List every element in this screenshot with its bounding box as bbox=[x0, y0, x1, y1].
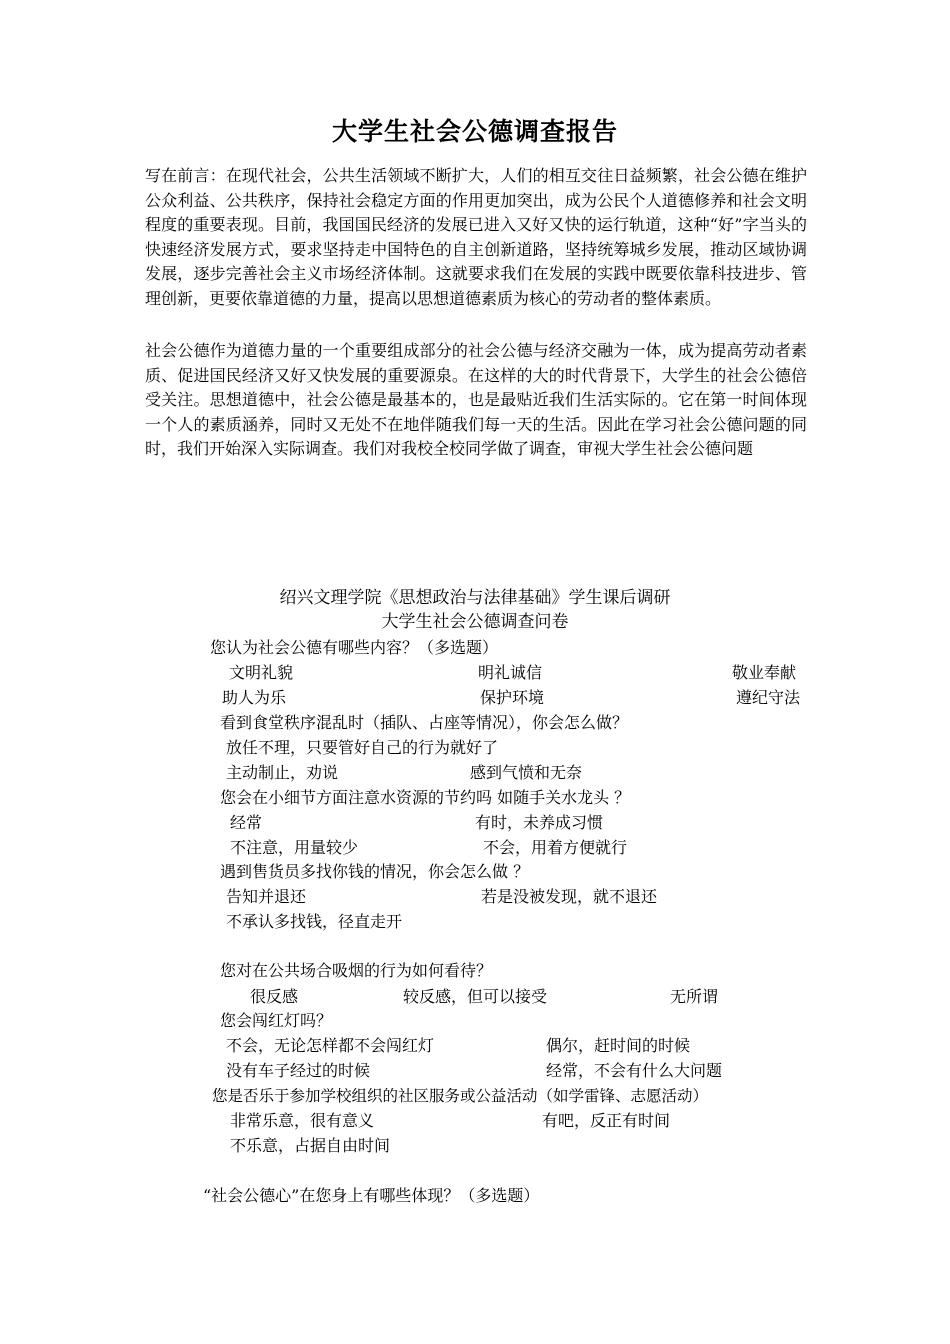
survey-heading: 绍兴文理学院《思想政治与法律基础》学生课后调研 bbox=[279, 588, 671, 608]
question-5: 您对在公共场合吸烟的行为如何看待？ bbox=[220, 961, 493, 980]
q7-option-1: 非常乐意，很有意义 bbox=[230, 1111, 375, 1130]
question-7: 您是否乐于参加学校组织的社区服务或公益活动（如学雷锋、志愿活动） bbox=[212, 1087, 709, 1105]
q6-option-1: 不会，无论怎样都不会闯红灯 bbox=[226, 1036, 435, 1055]
intro-paragraph-1: 写在前言：在现代社会，公共生活领域不断扩大，人们的相互交往日益频繁，社会公德在维护公众利益、公共秩序，保持社会稳定方面的作用更加突出，成为公民个人道德修养和社会文明程度的重要表现。目前，我国国民经济的发展已进入又好又快的运行轨道，这种“好”字当头的快速经济发展方式，要求坚持走中国特色的自主创新道路，坚持统筹城乡发展，推动区域协调发展，逐步完善社会主义市场经济体制。这就要求我们在发展的实践中既要依靠科技进步、管理创新，更要依靠道德的力量，提高以思想道德素质为核心的劳动者的整体素质。 bbox=[145, 166, 807, 308]
q4-option-2: 若是没被发现，就不退还 bbox=[481, 887, 658, 906]
q5-option-1: 很反感 bbox=[250, 987, 299, 1006]
question-4: 遇到售货员多找你钱的情况，你会怎么做 ？ bbox=[220, 862, 530, 881]
question-3: 您会在小细节方面注意水资源的节约吗 如随手关水龙头 ？ bbox=[220, 788, 631, 807]
question-6: 您会闯红灯吗？ bbox=[220, 1011, 333, 1030]
q1-option-4: 助人为乐 bbox=[222, 688, 287, 707]
q3-option-2: 有时，未养成习惯 bbox=[475, 813, 604, 832]
q4-option-3: 不承认多找钱，径直走开 bbox=[226, 912, 403, 931]
q6-option-4: 经常，不会有什么大问题 bbox=[546, 1061, 723, 1080]
question-1: 您认为社会公德有哪些内容？（多选题） bbox=[210, 638, 499, 657]
q1-option-3: 敬业奉献 bbox=[732, 663, 797, 682]
q1-option-1: 文明礼貌 bbox=[229, 663, 294, 682]
q2-option-2: 主动制止，劝说 bbox=[226, 763, 339, 782]
q1-option-2: 明礼诚信 bbox=[478, 663, 543, 682]
survey-title: 大学生社会公德调查问卷 bbox=[381, 612, 569, 632]
q4-option-1: 告知并退还 bbox=[226, 887, 307, 906]
q6-option-2: 偶尔，赶时间的时候 bbox=[546, 1036, 691, 1055]
report-title: 大学生社会公德调查报告 bbox=[331, 117, 618, 146]
q3-option-4: 不会，用着方便就行 bbox=[483, 838, 628, 857]
q5-option-3: 无所谓 bbox=[670, 987, 719, 1006]
q1-option-6: 遵纪守法 bbox=[736, 688, 801, 707]
intro-paragraph-2: 社会公德作为道德力量的一个重要组成部分的社会公德与经济交融为一体，成为提高劳动者素质、促进国民经济又好又快发展的重要源泉。在这样的大的时代背景下，大学生的社会公德倍受关注。思想道德中，社会公德是最基本的，也是最贴近我们生活实际的。它在第一时间体现一个人的素质涵养，同时又无处不在地伴随我们每一天的生活。因此在学习社会公德问题的同时，我们开始深入实际调查。我们对我校全校同学做了调查，审视大学生社会公德问题 bbox=[145, 341, 807, 458]
question-2: 看到食堂秩序混乱时（插队、占座等情况），你会怎么做？ bbox=[220, 713, 629, 732]
q6-option-3: 没有车子经过的时候 bbox=[226, 1061, 371, 1080]
q7-option-3: 不乐意，占据自由时间 bbox=[230, 1136, 391, 1155]
q3-option-3: 不注意，用量较少 bbox=[230, 838, 359, 857]
q5-option-2: 较反感，但可以接受 bbox=[403, 987, 548, 1006]
q2-option-3: 感到气愤和无奈 bbox=[470, 763, 583, 782]
q3-option-1: 经常 bbox=[230, 813, 263, 832]
q2-option-1: 放任不理，只要管好自己的行为就好了 bbox=[226, 738, 499, 757]
q7-option-2: 有吧，反正有时间 bbox=[542, 1111, 671, 1130]
q1-option-5: 保护环境 bbox=[480, 688, 545, 707]
question-8: “社会公德心”在您身上有哪些体现？（多选题） bbox=[203, 1186, 540, 1205]
